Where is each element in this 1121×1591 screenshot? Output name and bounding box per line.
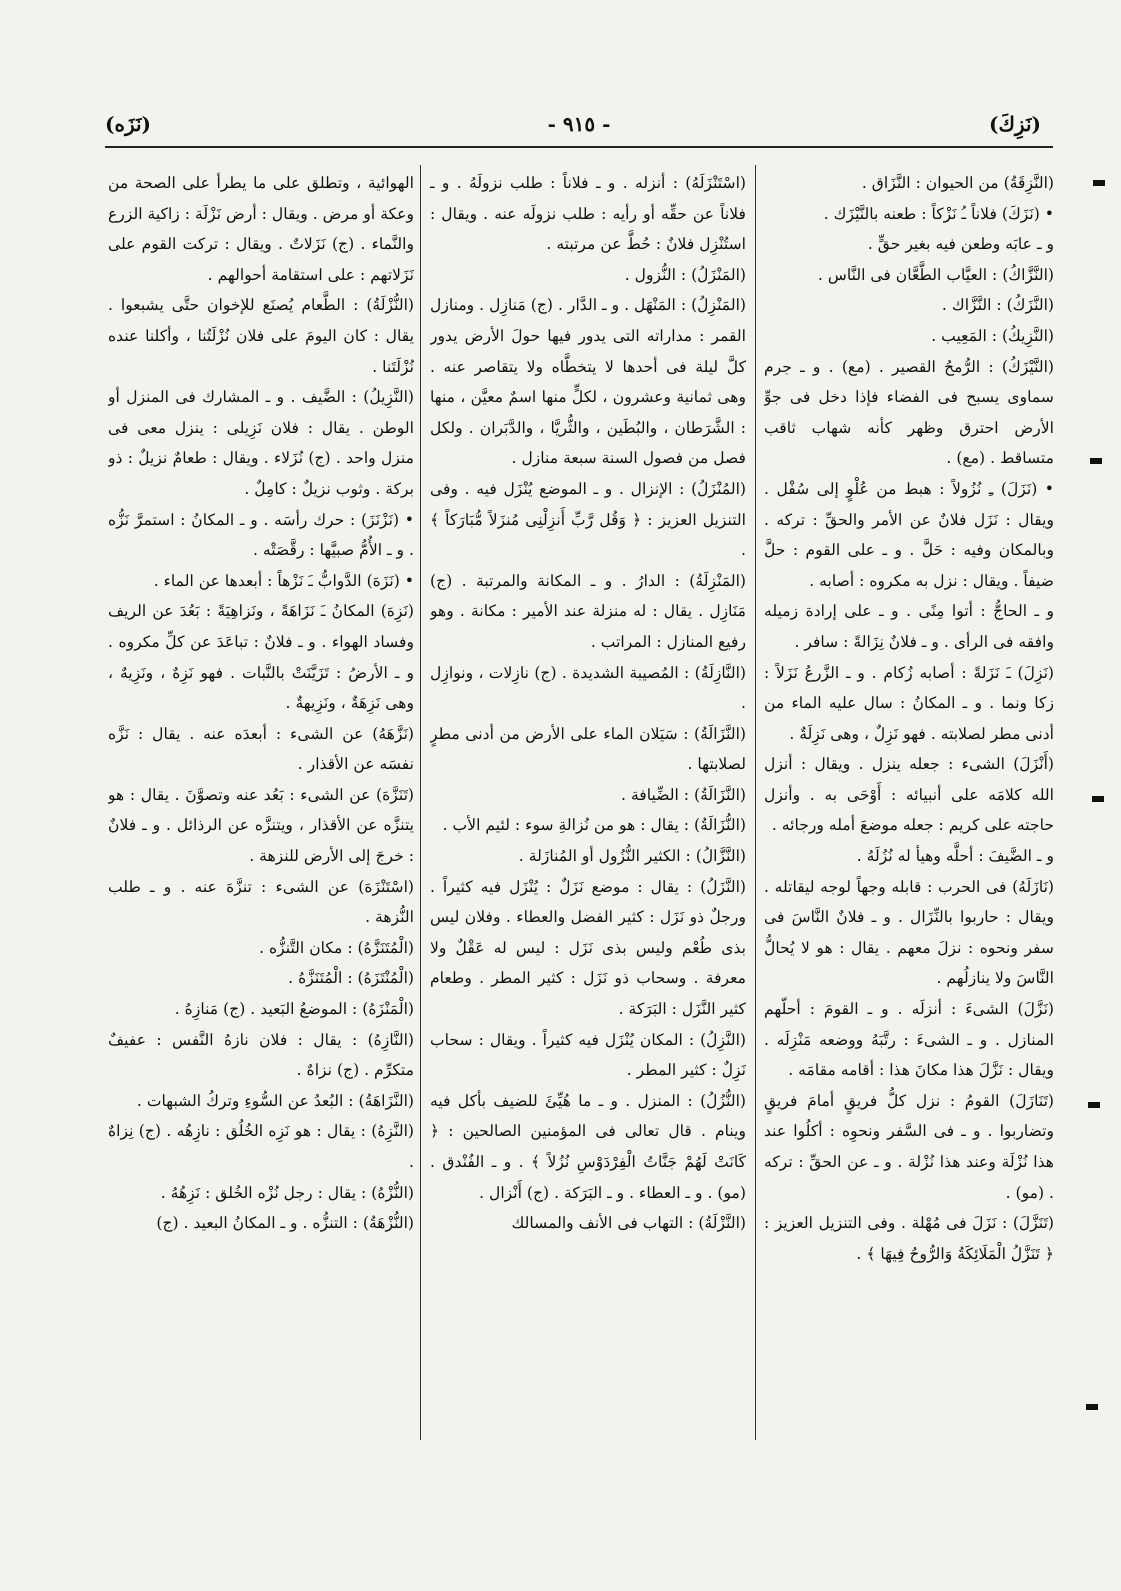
entry: (الْمَنْزَهُ) : الموضعُ البَعيد . (ج) مَنازِهُ .	[174, 1000, 414, 1019]
entry: (تَنَازَلَ) القومُ : نزل كلُّ فريقٍ أمامَ فريقٍ وتضاربوا . و ـ فى السَّفر ونحوِه : أكلُوا عند هذا نُزْلَة وعند هذا نُزْلة . و ـ عن الحقِّ : تركه . (مو) .	[764, 1091, 1054, 1202]
entry: (المَنْزِلُ) : المَنْهَل . و ـ الدَّار . (ج) مَنازِل . ومنازل القمر : مداراته التى يدور فيها حولَ الأرض يدور كلَّ ليلة فى أحدها لا يتخطَّاه ولا يتقاصر عنه . وهى ثمانية وعشرون ، لكلٍّ منها اسمٌ معيَّن ، منها : الشَّرَطان ، والبُطَين ، والثُّريَّا ، والدَّبَران . ولكل فصل من فصول السنة سبعة منازل .	[430, 296, 746, 468]
entry: (أَنْزَلَ) الشىء : جعله ينزل . ويقال : أنزل الله كلامَه على أنبيائه : أَوْحَى به . وأنزل حاجته على كريم : جعله موضعَ أمله ورجائه .	[764, 755, 1054, 835]
entry: (المَنْزَلُ) : النُّزول .	[624, 265, 746, 284]
entry: (المَنْزِلَةُ) : الدارُ . و ـ المكانة والمرتبة . (ج) مَنَازِل . يقال : له منزلة عند الأمير : مكانة . وهو رفيع المنازل : المراتب .	[430, 571, 746, 651]
page-header	[105, 112, 1053, 148]
entry: (النَّزَلُ) : يقال : موضع نَزَلٌ : يُنْزَل فيه كثيراً . ورجلٌ ذو نَزَل : كثير الفضل والعطاء . وفلان ليس بذى طُعْم وليس بذى نَزَل : ليس له عَقْلٌ ولا معرفة . وسحاب ذو نَزَل : كثير المطر . وطعام كثير النَّزَل : البَرَكة .	[430, 877, 746, 1019]
margin-mark	[1090, 458, 1102, 464]
column-left	[108, 168, 414, 1438]
entry: (النَّيْزَكُ) : الرُّمحُ القصير . (مع) . و ـ جرم سماوى يسبح فى الفضاء فإذا دخل فى جوِّ الأرض احترق وظهر كأنه شهاب ثاقب متساقط . (مع) .	[764, 357, 1054, 468]
margin-mark	[1093, 180, 1105, 186]
entry: (النَّزِيكُ) : المَعِيب .	[931, 326, 1054, 345]
entry: (النَّزَّالُ) : الكثير النُّزُول أو المُنازَلة .	[518, 847, 746, 866]
entry: (نَزِهَ) المكانُ ـَ نَزَاهَةً ، ونَزاهِيَةً : بَعُدَ عن الريف وفساد الهواء . و ـ فلانٌ : تباعَدَ عن كلِّ مكروه . و ـ الأرضُ : تَزَيَّنَتْ بالنَّبات . فهو نَزِهٌ ، ونَزِيهٌ ، وهى نَزِهَةٌ ، ونَزِيهةٌ .	[108, 602, 414, 713]
guide-word-left: (نَزَه)	[105, 112, 152, 136]
entry: (النُّزْهُ) : يقال : رجل نُزْه الخُلق : نَزِهُهُ .	[160, 1183, 414, 1202]
entry: • (نَزْنَزَ) : حرك رأسَه . و ـ المكانُ : استمرَّ نَزُّه . و ـ الأُمُّ صبيَّها : رقَّصَتْه .	[108, 510, 414, 560]
entry: (النَّزَالَةُ) : الضِّيافة .	[621, 785, 746, 804]
entry: (نَزَّلَ) الشىءَ : أنزلَه . و ـ القومَ : أحلّهم المنازل . و ـ الشىءَ : رتَّبَهُ ووضعه مَنْزِلَه . ويقال : نَزَّلَ هذا مكانَ هذا : أقامه مقامَه .	[764, 1000, 1054, 1080]
column-divider	[755, 165, 756, 1440]
entry: (النَّزِلُ) : المكان يُنْزَل فيه كثيراً . ويقال : سحاب نَزِلٌ : كثير المطر .	[430, 1030, 746, 1080]
entry: (النَّزْلَةُ) : التهاب فى الأنف والمسالك	[511, 1214, 746, 1233]
entry: • (نَزَهَ) الدَّوابُّ ـَ نَزْهاً : أبعدها عن الماء .	[153, 571, 414, 590]
entry: • (نَزَلَ) ـِ نُزُولاً : هبط من عُلْوٍ إلى سُفْل . ويقال : نَزَل فلانٌ عن الأمر والحقِّ : تركه . وبالمكان وفيه : حَلَّ . و ـ على القوم : حلَّ ضيفاً . ويقال : نزل به مكروه : أصابه .	[764, 479, 1054, 590]
entry: (نَزَّهَهُ) عن الشىء : أبعدَه عنه . يقال : نَزَّه نفسَه عن الأقذار .	[108, 724, 414, 774]
entry: (اسْتَنْزَهَ) عن الشىء : تنزَّهَ عنه . و ـ طلب النُّزهة .	[108, 877, 414, 927]
entry: (الْمُتَنَزَّهُ) : مكان التَّنزُّه .	[259, 938, 414, 957]
entry: (النَّزِقَةُ) من الحيوان : النَّزَاق .	[861, 174, 1054, 192]
column-divider	[420, 165, 421, 1440]
margin-mark	[1086, 1404, 1098, 1410]
entry: (النَّزِيلُ) : الضَّيف . و ـ المشارك فى المنزل أو الوطن . يقال : فلان نَزِيلى : ينزل معى فى منزل واحد . (ج) نُزَلاء . ويقال : طعامٌ نزيلٌ : ذو بركة . وثوب نزيلٌ : كامِلٌ .	[108, 388, 414, 498]
entry: الهوائية ، وتطلق على ما يطرأ على الصحة من وعكة أو مرض . ويقال : أرض نَزْلَة : زاكية الزرع والنَّماء . (ج) نَزَلاتٌ . ويقال : تركت القوم على نَزَلاتهم : على استقامة أحوالهم .	[108, 174, 414, 284]
entry: (المُنْزَلُ) : الإنزال . و ـ الموضع يُنْزَل فيه . وفى التنزيل العزيز : ﴿ وَقُل رَّبِّ أَنزِلْنِى مُنزَلاً مُّبَارَكاً ﴾ .	[430, 479, 746, 560]
entry: (النَّزَالَةُ) : سَيَلان الماء على الأرض من أدنى مطرٍ لصلابتها .	[430, 724, 746, 774]
entry: (النَّازِهُ) : يقال : فلان نازهُ النَّفس : عفيفٌ متكرِّم . (ج) نزاهٌ .	[108, 1030, 414, 1080]
entry: (النَّزَّاكُ) : العيَّاب الطَّعَّان فى النَّاس .	[817, 265, 1054, 284]
header-rule	[105, 146, 1053, 148]
entry: (النَّزَكُ) : النَّزَّاك .	[941, 296, 1054, 315]
entry: (اسْتَنْزَلَهُ) : أنزله . و ـ فلاناً : طلب نزولَهُ . و ـ فلاناً عن حقِّه أو رأيه : طلب نزولَه عنه . ويقال : استُنْزِل فلانٌ : حُطَّ عن مرتبته .	[430, 174, 746, 254]
entry: (الْمُنْتَزَهُ) : الْمُتَنَزَّهُ .	[288, 969, 414, 988]
entry: و ـ الحاجُّ : أتوا مِنًى . و ـ على إرادة زميله وافقه فى الرأى . و ـ فلانٌ نِزَالةً : سافر .	[764, 602, 1054, 651]
entry: (نَازَلَهُ) فى الحرب : قابله وجهاً لوجه ليقاتله . ويقال : حاربوا بالنِّزَال . و ـ فلانٌ النَّاسَ فى سفر ونحوه : نزلَ معهم . يقال : هو لا يُحالُّ النَّاسَ ولا ينازلُهم .	[764, 877, 1054, 988]
entry: (نَزِلَ) ـَ نَزَلةً : أصابه زُكام . و ـ الزَّرعُ نَزَلاً : زكا ونما . و ـ المكانُ : سال عليه الماء من أدنى مطر لصلابته . فهو نَزِلٌ ، وهى نَزِلَةٌ .	[764, 663, 1054, 743]
entry: (تَنَزَّلَ) : نَزَلَ فى مُهْلة . وفى التنزيل العزيز : ﴿ تَنَزَّلُ الْمَلَائِكَةُ وَالرُّوحُ فِيهَا ﴾ .	[764, 1214, 1054, 1263]
entry: و ـ عابَه وطعن فيه بغير حقٍّ .	[867, 235, 1054, 254]
margin-mark	[1088, 1102, 1100, 1108]
entry: (النَّزِهُ) : يقال : هو نَزِه الخُلُق : نازِهُه . (ج) نِزاهٌ .	[108, 1122, 414, 1171]
entry: (النُّزْلَةُ) : الطَّعام يُصنَع للإخوان حتَّى يشبعوا . يقال : كان اليومَ على فلان نُزْلَتُنا ، وأكلنا عنده نُزْلَتَنا .	[108, 296, 414, 376]
entry: (النَّزَاهَةُ) : البُعدُ عن السُّوءِ وتركُ الشبهات .	[136, 1091, 414, 1110]
column-right	[764, 168, 1054, 1438]
guide-word-right: (نَزِكَ)	[988, 112, 1041, 136]
margin-mark	[1092, 796, 1104, 802]
entry: • (نَزَكَ) فلاناً ـُ نَزْكاً : طعنه بالنَّيْزَك .	[823, 204, 1054, 223]
page-number: - ٩١٥ -	[547, 112, 611, 136]
entry: (النُّزْهَةُ) : التنزُّه . و ـ المكانُ البعيد . (ج)	[156, 1214, 414, 1233]
entry: و ـ الضَّيفَ : أحلَّه وهيأ له نُزُلَهُ .	[856, 847, 1054, 866]
entry: (النُّزَالَةُ) : يقال : هو من نُزالةِ سوء : لئيم الأب .	[442, 816, 746, 835]
entry: (النُّزُلُ) : المنزل . و ـ ما هُيِّئَ للضيف بأكل فيه وينام . قال تعالى فى المؤمنين الصالحين : ﴿ كَانَتْ لَهُمْ جَنَّاتُ الْفِرْدَوْسِ نُزُلاً ﴾ . و ـ الفُنْدق . (مو) . و ـ العطاء . و ـ البَرَكة . (ج) أَنْزال .	[430, 1091, 746, 1202]
entry: (النَّازِلَةُ) : المُصيبة الشديدة . (ج) نازِلات ، ونوازِل .	[430, 663, 746, 713]
entry: (تَنَزَّهَ) عن الشىء : بَعُد عنه وتصوَّنَ . يقال : هو يتنزَّه عن الأقذار ، ويتنزَّه عن الرذائل . و ـ فلانٌ : خرجَ إلى الأرض للنزهة .	[108, 785, 414, 866]
column-middle	[430, 168, 746, 1438]
